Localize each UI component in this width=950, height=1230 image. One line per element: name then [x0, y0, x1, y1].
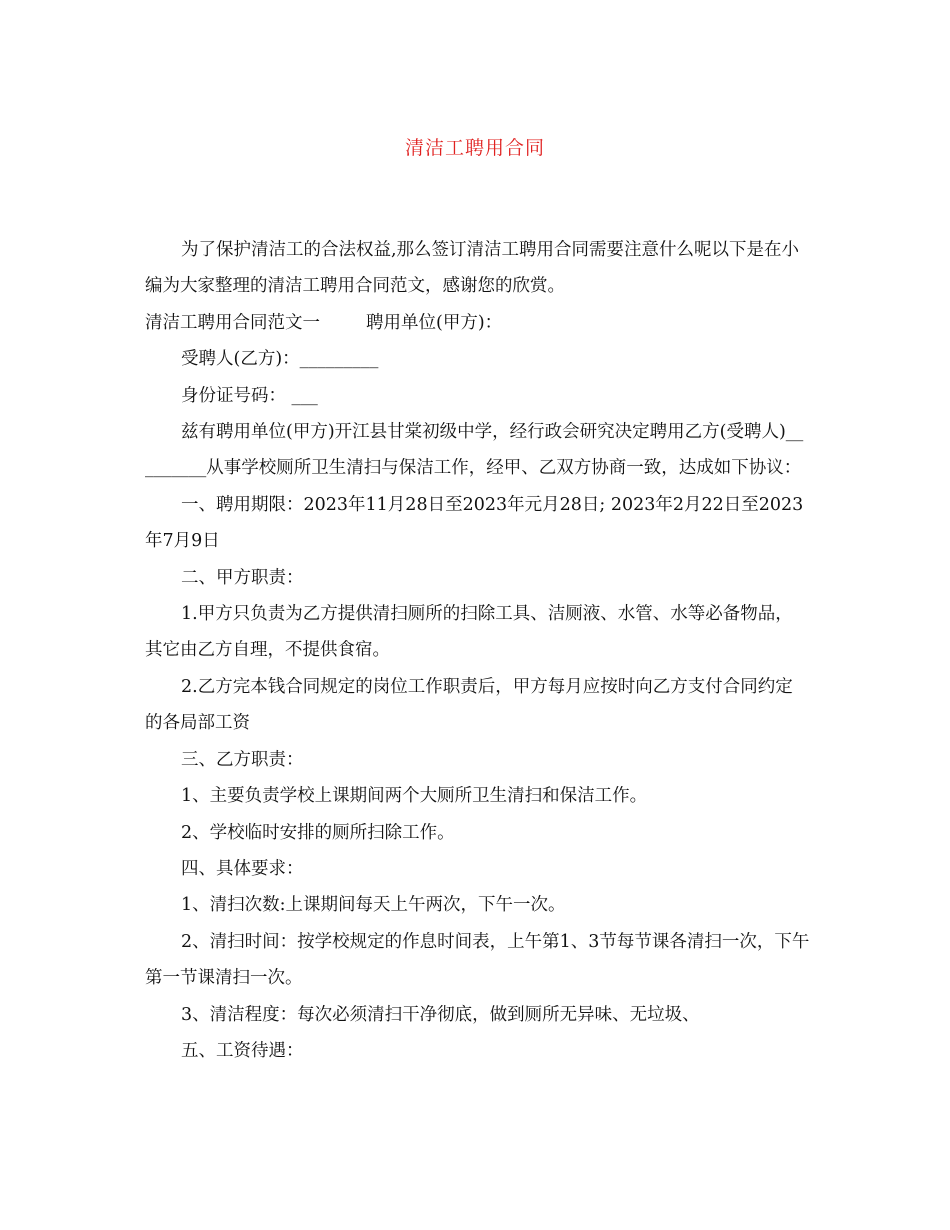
party-b-heading: 三、乙方职责： — [181, 749, 304, 770]
employer-label: 聘用单位(甲方)： — [366, 312, 503, 333]
term-clause: 一、聘用期限：2023年11月28日至2023年元月28日; 2023年2月22日至2023年7月9日 — [145, 494, 804, 552]
id-number-line: 身份证号码： ___ — [181, 385, 318, 406]
party-b-item-1: 1、主要负责学校上课期间两个大厕所卫生清扫和保洁工作。 — [181, 786, 648, 807]
wages-heading: 五、工资待遇： — [181, 1040, 304, 1061]
document-title: 清洁工聘用合同 — [404, 137, 545, 159]
intro-paragraph: 为了保护清洁工的合法权益,那么签订清洁工聘用合同需要注意什么呢以下是在小编为大家整理的清洁工聘用合同范文，感谢您的欣赏。 — [145, 240, 800, 297]
employee-line: 受聘人(乙方)：_________ — [181, 349, 379, 370]
party-a-heading: 二、甲方职责： — [181, 567, 304, 588]
requirement-item-3: 3、清洁程度：每次必须清扫干净彻底，做到厕所无异味、无垃圾、 — [181, 1004, 700, 1025]
sample-heading-line — [145, 305, 810, 341]
requirements-heading: 四、具体要求： — [181, 858, 304, 879]
party-b-item-2: 2、学校临时安排的厕所扫除工作。 — [181, 822, 455, 843]
requirement-item-2: 2、清扫时间：按学校规定的作息时间表，上午第1、3节每节课各清扫一次，下午第一节课清扫一次。 — [145, 931, 810, 989]
party-a-item-1: 1.甲方只负责为乙方提供清扫厕所的扫除工具、洁厕液、水管、水等必备物品，其它由乙方自理，不提供食宿。 — [145, 604, 793, 661]
preamble-paragraph: 兹有聘用单位(甲方)开江县甘棠初级中学，经行政会研究决定聘用乙方(受聘人)_________从事学校厕所卫生清扫与保洁工作，经甲、乙双方协商一致，达成如下协议： — [145, 422, 804, 479]
requirement-item-1: 1、清扫次数:上课期间每天上午两次，下午一次。 — [181, 895, 566, 916]
party-a-item-2: 2.乙方完本钱合同规定的岗位工作职责后，甲方每月应按时向乙方支付合同约定的各局部工资 — [145, 676, 793, 734]
document-body — [145, 232, 810, 1069]
sample-heading: 清洁工聘用合同范文一 — [145, 312, 320, 333]
